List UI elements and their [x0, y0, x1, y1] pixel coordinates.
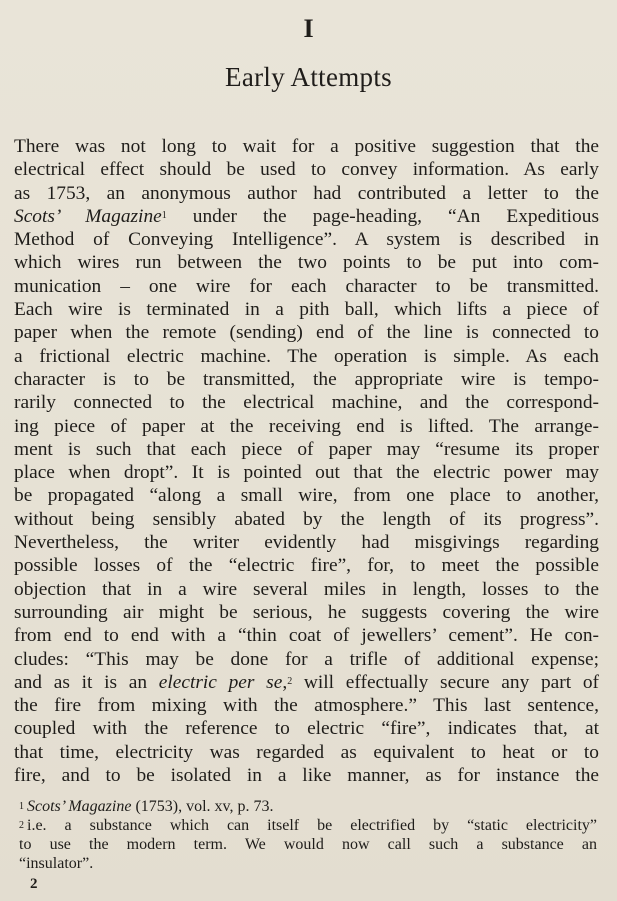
- text-line: paper when the remote (sending) end of the line is connected to: [14, 322, 599, 344]
- magazine-title: Scots’ Magazine: [14, 205, 162, 227]
- footnote-1: $^1$ Scots’ Magazine (1753), vol. xv, p. 73.: [19, 798, 274, 815]
- chapter-number: I: [303, 14, 314, 43]
- text-line: from end to end with a “thin coat of jewellers’ cement”. He con-: [14, 625, 599, 647]
- footnotes: [19, 797, 597, 873]
- text-line: surrounding air might be serious, he suggests covering the wire: [14, 601, 599, 623]
- text-line: be propagated “along a small wire, from one place to another,: [14, 485, 599, 507]
- emphasis-electric-per-se: electric per se: [158, 671, 283, 693]
- text-line: coupled with the reference to electric “fire”, indicates that, at: [14, 718, 599, 740]
- text-line: which wires run between the two points to be put into com-: [14, 252, 599, 274]
- text-line: cludes: “This may be done for a trifle of additional expense;: [14, 648, 599, 670]
- text-line: There was not long to wait for a positive suggestion that the: [14, 136, 599, 157]
- chapter-title: Early Attempts: [225, 62, 392, 92]
- text-line: fire, and to be isolated in a like manner, as for instance the: [14, 765, 599, 787]
- text-line: ing piece of paper at the receiving end is lifted. The arrange-: [14, 415, 599, 437]
- text-line: the fire from mixing with the atmosphere.” This last sentence,: [14, 695, 599, 717]
- footnote-ref-2: 2: [287, 675, 293, 687]
- page-number: 2: [30, 876, 38, 892]
- text-line: Method of Conveying Intelligence”. A system is described in: [14, 229, 599, 251]
- text-line: Each wire is terminated in a pith ball, which lifts a piece of: [14, 299, 599, 321]
- text-line: ment is such that each piece of paper may “resume its proper: [14, 438, 599, 460]
- text-line: place when dropt”. It is pointed out that the electric power may: [14, 462, 599, 484]
- text-line: as 1753, an anonymous author had contributed a letter to the: [14, 182, 599, 204]
- footnote-2-end: “insulator”.: [19, 855, 94, 872]
- body-text: [14, 135, 599, 787]
- text-line: rarily connected to the electrical machine, and the correspond-: [14, 392, 599, 414]
- text-line: and as it is an electric per se,$^2$ will effectually secure any part of: [14, 671, 600, 693]
- text-line: possible losses of the “electric fire”, for, to meet the possible: [14, 555, 599, 577]
- footnote-2: $^2$ i.e. a substance which can itself be electrified by “static electricity”: [19, 817, 597, 834]
- text-line: without being sensibly abated by the length of its progress”.: [14, 508, 599, 530]
- text-line: character is to be transmitted, the appropriate wire is tempo-: [14, 368, 599, 390]
- text-line: munication – one wire for each character to be transmitted.: [14, 275, 599, 297]
- text-line: electrical effect should be used to convey information. As early: [14, 159, 599, 181]
- text-line: Nevertheless, the writer evidently had misgivings regarding: [14, 532, 599, 554]
- footnote-ref-1: 1: [161, 209, 167, 221]
- footnote-2-continued: to use the modern term. We would now call such a substance an: [19, 836, 597, 853]
- text-line: objection that in a wire several miles in length, losses to the: [14, 578, 599, 600]
- text-line: that time, electricity was regarded as equivalent to heat or to: [14, 741, 599, 763]
- text-line: Scots’ Magazine$^1$ under the page-heading, “An Expeditious: [14, 205, 599, 227]
- text-line: a frictional electric machine. The operation is simple. As each: [14, 345, 599, 367]
